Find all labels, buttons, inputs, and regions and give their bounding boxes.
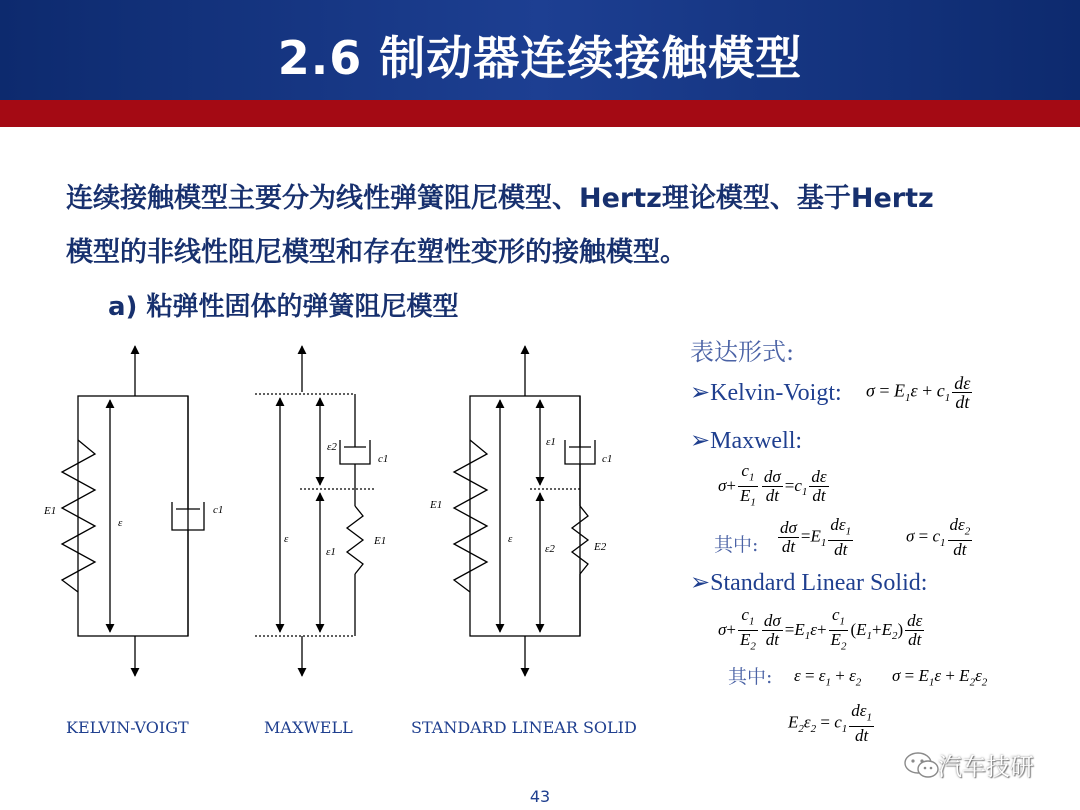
kelvin-voigt-label: ➢Kelvin-Voigt: [690, 380, 842, 406]
maxwell-where-eq-1: $\frac{d\sigma}{dt}$ $=E_1$ $\frac{d\varepsilon_1}{dt}$ [780, 515, 852, 560]
caption-kelvin-voigt: KELVIN-VOIGT [66, 718, 189, 737]
label-e1-sls: E1 [430, 499, 443, 511]
label-e2-sls: E2 [594, 541, 607, 553]
intro-line-2: 模型的非线性阻尼模型和存在塑性变形的接触模型。 [66, 237, 687, 268]
maxwell-equation: σ+ $\frac{c_1}{E_1}$ $\frac{d\sigma}{dt}$ $=c_1$ $\frac{d\varepsilon}{dt}$ [718, 461, 827, 509]
maxwell-label: ➢Maxwell: [690, 428, 803, 454]
watermark-text: 汽车技研 [938, 753, 1034, 781]
label-eps-kelvin: ε [118, 517, 123, 529]
accent-bar [0, 100, 1080, 127]
maxwell-where-label: 其中: [714, 534, 759, 556]
label-eps-maxwell: ε [284, 533, 289, 545]
label-eps2-maxwell: ε2 [327, 441, 337, 453]
sls-where-eq-2: $\sigma = E_1\varepsilon + E_2\varepsilon_2$ [892, 666, 988, 689]
sls-where-eq-3: $E_2\varepsilon_2 = c_1$ $\frac{d\varepsilon_1}{dt}$ [788, 701, 872, 746]
expressions-heading: 表达形式: [690, 338, 795, 366]
label-c1-maxwell: c1 [378, 453, 389, 465]
sls-where-eq-1: $\varepsilon = \varepsilon_1 + \varepsilon_2$ [794, 666, 862, 689]
title-banner [0, 0, 1080, 100]
label-eps2-sls: ε2 [545, 543, 555, 555]
page-title: 2.6 制动器连续接触模型 [277, 31, 803, 85]
maxwell-where-eq-2: $\sigma = c_1$ $\frac{d\varepsilon_2}{dt}$ [906, 515, 971, 560]
label-e1-kelvin: E1 [44, 505, 57, 517]
section-subheading: a) 粘弹性固体的弹簧阻尼模型 [108, 292, 459, 322]
intro-line-1: 连续接触模型主要分为线性弹簧阻尼模型、Hertz理论模型、基于Hertz [66, 183, 934, 214]
label-eps1-sls: ε1 [546, 436, 556, 448]
label-e1-maxwell: E1 [374, 535, 387, 547]
standard-linear-solid-label: ➢Standard Linear Solid: [690, 570, 928, 596]
caption-standard-linear-solid: STANDARD LINEAR SOLID [411, 718, 637, 737]
standard-linear-solid-model [454, 346, 595, 676]
arrow-bullet-icon: ➢ [690, 380, 711, 406]
kelvin-voigt-equation: $\sigma = E_1\varepsilon + c_1$ $\frac{d\varepsilon}{dt}$ [866, 373, 971, 412]
kelvin-voigt-model [62, 346, 204, 676]
arrow-bullet-icon: ➢ [690, 570, 711, 596]
label-c1-sls: c1 [602, 453, 613, 465]
spring-damper-diagram [0, 330, 660, 710]
sls-equation: σ+ $\frac{c_1}{E_2}$ $\frac{d\sigma}{dt}$ $=E_1\varepsilon+$ $\frac{c_1}{E_2}$ $(E_1+E_2)$ $\frac{d\varepsilon}{dt}$ [718, 605, 923, 653]
maxwell-model [255, 346, 375, 676]
spring-e1-maxwell [347, 506, 363, 574]
sls-where-label: 其中: [728, 666, 773, 688]
arrow-bullet-icon: ➢ [690, 428, 711, 454]
page-number: 43 [529, 787, 551, 806]
caption-maxwell: MAXWELL [264, 718, 353, 737]
label-eps1-maxwell: ε1 [326, 546, 336, 558]
label-c1-kelvin: c1 [213, 504, 224, 516]
label-eps-sls: ε [508, 533, 513, 545]
